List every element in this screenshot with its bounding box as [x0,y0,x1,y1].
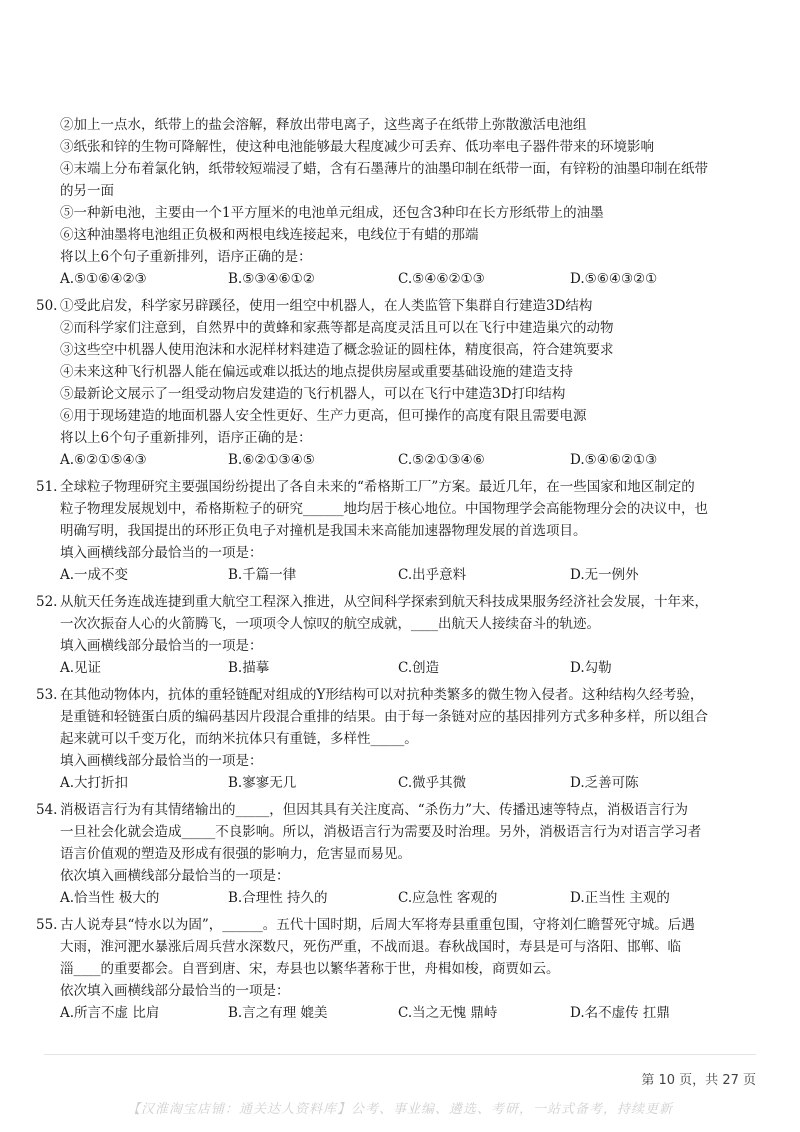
question-51 [36,476,766,586]
question-text-line [36,914,766,936]
sentence-line: ⑤最新论文展示了一组受动物启发建造的飞行机器人，可以在飞行中建造3D打印结构 [60,386,566,402]
question-49 [36,114,766,290]
sentence-line [36,295,766,317]
question-text-line: 明确写明，我国提出的环形正负电子对撞机是我国未来高能加速器物理发展的首选项目。 [60,523,587,539]
answer-options [36,564,766,586]
question-52 [36,591,766,679]
option-b[interactable]: B.⑥②①③④⑤ [228,452,315,468]
option-a[interactable]: A.见证 [60,660,102,676]
question-prompt: 依次填入画横线部分最恰当的一项是： [60,868,290,884]
question-text: 全球粒子物理研究主要强国纷纷提出了各自未来的“希格斯工厂”方案。最近几年，在一些国家和地区制定的 [60,479,695,495]
question-53 [36,684,766,794]
option-b[interactable]: B.⑤③④⑥①② [228,271,315,287]
question-text-line [36,684,766,706]
question-number: 53. [36,687,58,703]
sentence-line: ④未来这种飞行机器人能在偏远或难以抵达的地点提供房屋或重要基础设施的建造支持 [60,364,573,380]
question-text-line: 大雨，淮河淝水暴涨后周兵营水深数尺，死伤严重，不战而退。春秋战国时，寿县是可与洛阳、邯郸、临 [60,939,681,955]
question-54 [36,799,766,909]
sentence-text: ①受此启发，科学家另辟蹊径，使用一组空中机器人，在人类监管下集群自行建造3D结构 [60,298,593,314]
answer-options [36,887,766,909]
sentence-line: ③纸张和锌的生物可降解性，使这种电池能够最大程度减少可丢弃、低功率电子器件带来的环境影响 [60,139,654,155]
answer-options [36,772,766,794]
watermark-text: 【汉淮淘宝店铺：通关达人资料库】公考、事业编、遴选、考研，一站式备考，持续更新 [126,1102,673,1117]
sentence-line: ②加上一点水，纸带上的盐会溶解，释放出带电离子，这些离子在纸带上弥散激活电池组 [60,117,587,133]
question-text-line [36,591,766,613]
question-50 [36,295,766,471]
question-text-line: 是重链和轻链蛋白质的编码基因片段混合重排的结果。由于每一条链对应的基因排列方式多种多样，所以组合 [60,709,708,725]
question-prompt: 依次填入画横线部分最恰当的一项是： [60,983,290,999]
question-prompt: 填入画横线部分最恰当的一项是： [60,753,263,769]
question-text-line: 淄____的重要都会。自晋到唐、宋，寿县也以繁华著称于世，舟楫如梭，商贾如云。 [60,961,560,977]
answer-options [36,657,766,679]
option-b[interactable]: B.千篇一律 [228,567,297,583]
option-d[interactable]: D.正当性 主观的 [570,890,670,906]
question-text: 古人说寿县“恃水以为固”，______。五代十国时期，后周大军将寿县重重包围，守将刘仁瞻誓死守城。后遇 [60,917,695,933]
question-text-line [36,476,766,498]
question-number: 50. [36,298,58,314]
option-c[interactable]: C.出乎意料 [398,567,467,583]
option-c[interactable]: C.⑤②①③④⑥ [398,452,485,468]
sentence-line: 的另一面 [60,183,114,199]
sentence-line: ⑥用于现场建造的地面机器人安全性更好、生产力更高，但可操作的高度有限且需要电源 [60,408,587,424]
question-number: 52. [36,594,58,610]
option-c[interactable]: C.应急性 客观的 [398,890,498,906]
answer-options [36,1002,766,1024]
option-a[interactable]: A.⑥②①⑤④③ [60,452,147,468]
option-a[interactable]: A.所言不虚 比肩 [60,1005,160,1021]
question-number: 55. [36,917,58,933]
question-prompt: 填入画横线部分最恰当的一项是： [60,638,263,654]
option-b[interactable]: B.寥寥无几 [228,775,297,791]
question-text: 在其他动物体内，抗体的重轻链配对组成的Y形结构可以对抗种类繁多的微生物入侵者。这种结构久经考验， [60,687,704,703]
page-number: 第 10 页，共 27 页 [641,1073,756,1088]
option-b[interactable]: B.合理性 持久的 [228,890,328,906]
option-d[interactable]: D.⑤④⑥②①③ [570,452,658,468]
option-d[interactable]: D.勾勒 [570,660,612,676]
question-text-line: 起来就可以千变万化，而纳米抗体只有重链，多样性_____。 [60,731,418,747]
option-b[interactable]: B.描摹 [228,660,270,676]
option-a[interactable]: A.⑤①⑥④②③ [60,271,147,287]
question-content [36,114,766,1024]
footer-divider [44,1054,756,1055]
question-text: 从航天任务连战连捷到重大航空工程深入推进，从空间科学探索到航天科技成果服务经济社会发展，十年来， [60,594,708,610]
option-b[interactable]: B.言之有理 媲美 [228,1005,328,1021]
sentence-line: ②而科学家们注意到，自然界中的黄蜂和家燕等都是高度灵活且可以在飞行中建造巢穴的动物 [60,320,614,336]
option-d[interactable]: D.乏善可陈 [570,775,639,791]
option-d[interactable]: D.⑤⑥④③②① [570,271,658,287]
sentence-line: ④末端上分布着氯化钠，纸带较短端浸了蜡，含有石墨薄片的油墨印制在纸带一面，有锌粉的油墨印制在纸带 [60,161,708,177]
option-a[interactable]: A.大打折扣 [60,775,129,791]
question-prompt: 填入画横线部分最恰当的一项是： [60,545,263,561]
question-text-line: 粒子物理发展规划中，希格斯粒子的研究______地均居于核心地位。中国物理学会高能物理分会的决议中，也 [60,501,708,517]
option-d[interactable]: D.名不虚传 扛鼎 [570,1005,670,1021]
question-text-line [36,799,766,821]
question-number: 54. [36,802,58,818]
option-a[interactable]: A.恰当性 极大的 [60,890,160,906]
question-55 [36,914,766,1024]
answer-options [36,449,766,471]
option-c[interactable]: C.微乎其微 [398,775,467,791]
answer-options [36,268,766,290]
question-text-line: 一次次振奋人心的火箭腾飞，一项项令人惊叹的航空成就，____出航天人接续奋斗的轨迹。 [60,616,600,632]
question-prompt: 将以上6个句子重新排列，语序正确的是： [60,430,312,446]
option-c[interactable]: C.⑤④⑥②①③ [398,271,485,287]
question-prompt: 将以上6个句子重新排列，语序正确的是： [60,249,312,265]
option-a[interactable]: A.一成不变 [60,567,129,583]
option-c[interactable]: C.创造 [398,660,440,676]
question-number: 51. [36,479,58,495]
option-c[interactable]: C.当之无愧 鼎峙 [398,1005,498,1021]
question-text-line: 一旦社会化就会造成_____不良影响。所以，消极语言行为需要及时治理。另外，消极语言行为对语言学习者 [60,824,702,840]
option-d[interactable]: D.无一例外 [570,567,639,583]
sentence-line: ⑥这种油墨将电池组正负极和两根电线连接起来，电线位于有蜡的那端 [60,227,479,243]
question-text-line: 语言价值观的塑造及形成有很强的影响力，危害显而易见。 [60,846,411,862]
question-text: 消极语言行为有其情绪输出的_____，但因其具有关注度高、“杀伤力”大、传播迅速等特点，消极语言行为 [60,802,689,818]
sentence-line: ⑤一种新电池，主要由一个1平方厘米的电池单元组成，还包含3种印在长方形纸带上的油墨 [60,205,604,221]
sentence-line: ③这些空中机器人使用泡沫和水泥样材料建造了概念验证的圆柱体，精度很高，符合建筑要求 [60,342,614,358]
